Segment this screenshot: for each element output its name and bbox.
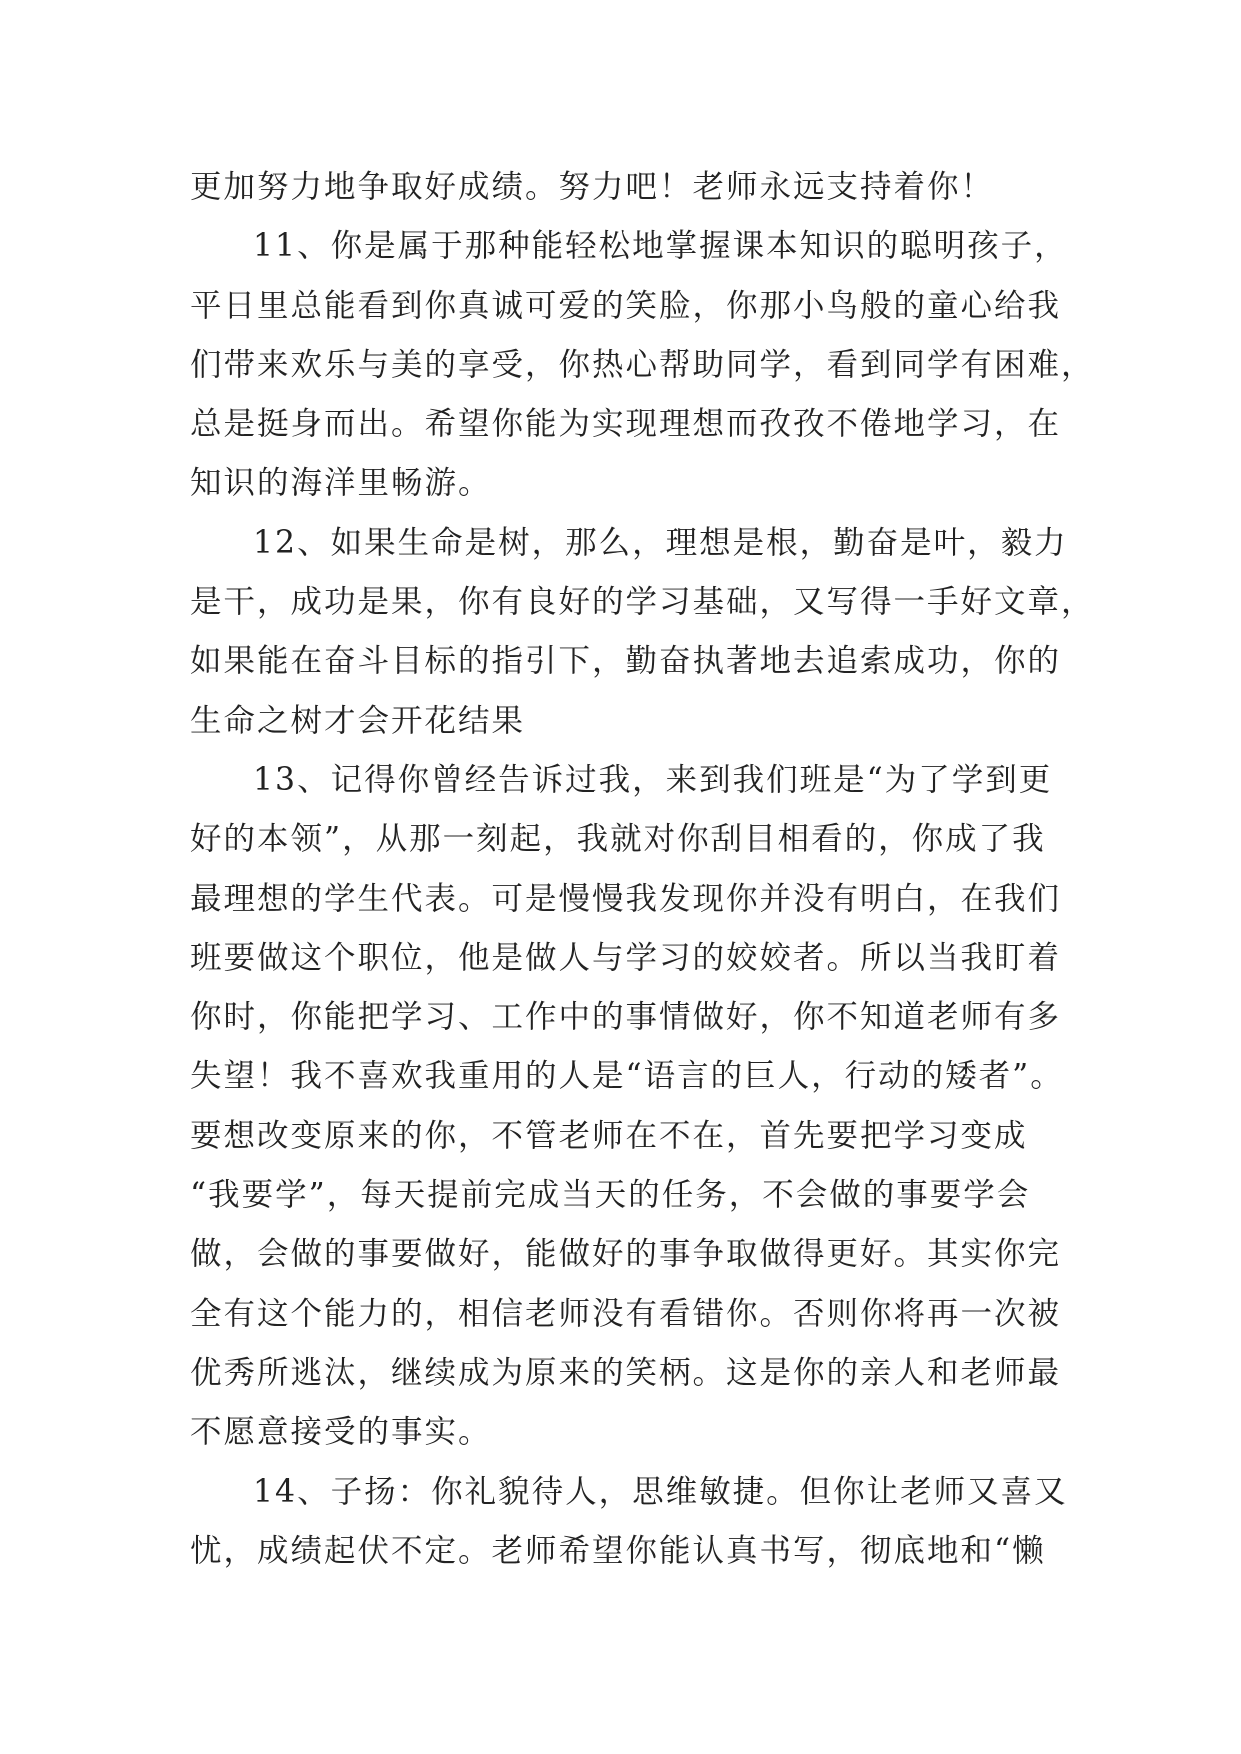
text-line: 如果能在奋斗目标的指引下，勤奋执著地去追索成功，你的	[190, 643, 1062, 680]
text-line: 忧，成绩起伏不定。老师希望你能认真书写，彻底地和“懒	[190, 1532, 1046, 1569]
text-line: 知识的海洋里畅游。	[190, 465, 492, 502]
text-line: 平日里总能看到你真诚可爱的笑脸，你那小鸟般的童心给我	[190, 287, 1062, 324]
text-line: 失望！我不喜欢我重用的人是“语言的巨人，行动的矮者”。	[190, 1058, 1064, 1095]
text-line: 更加努力地争取好成绩。努力吧！老师永远支持着你！	[190, 169, 995, 205]
text-line: 你时，你能把学习、工作中的事情做好，你不知道老师有多	[190, 999, 1062, 1036]
text-line: 是干，成功是果，你有良好的学习基础，又写得一手好文章，	[190, 584, 1095, 621]
paragraph-first-line: 11、你是属于那种能轻松地掌握课本知识的聪明孩子，	[253, 228, 1068, 265]
paragraph-first-line: 14、子扬：你礼貌待人，思维敏捷。但你让老师又喜又	[253, 1473, 1068, 1510]
text-line: “我要学”，每天提前完成当天的任务，不会做的事要学会	[190, 1177, 1031, 1214]
text-line: 不愿意接受的事实。	[190, 1414, 492, 1451]
paragraph-first-line: 13、记得你曾经告诉过我，来到我们班是“为了学到更	[253, 761, 1053, 798]
document-body	[190, 158, 1095, 1581]
text-line: 要想改变原来的你，不管老师在不在，首先要把学习变成	[190, 1117, 1028, 1154]
text-line: 好的本领”，从那一刻起，我就对你刮目相看的，你成了我	[190, 821, 1046, 858]
text-line: 们带来欢乐与美的享受，你热心帮助同学，看到同学有困难，	[190, 346, 1095, 383]
paragraph-first-line: 12、如果生命是树，那么，理想是根，勤奋是叶，毅力	[253, 524, 1068, 561]
text-line: 做，会做的事要做好，能做好的事争取做得更好。其实你完	[190, 1236, 1062, 1273]
text-line: 班要做这个职位，他是做人与学习的姣姣者。所以当我盯着	[190, 939, 1062, 976]
text-line: 全有这个能力的，相信老师没有看错你。否则你将再一次被	[190, 1295, 1062, 1332]
text-line: 最理想的学生代表。可是慢慢我发现你并没有明白，在我们	[190, 880, 1062, 917]
text-line: 生命之树才会开花结果	[190, 702, 526, 739]
text-line: 总是挺身而出。希望你能为实现理想而孜孜不倦地学习，在	[190, 406, 1062, 443]
text-line: 优秀所逃汰，继续成为原来的笑柄。这是你的亲人和老师最	[190, 1354, 1062, 1391]
